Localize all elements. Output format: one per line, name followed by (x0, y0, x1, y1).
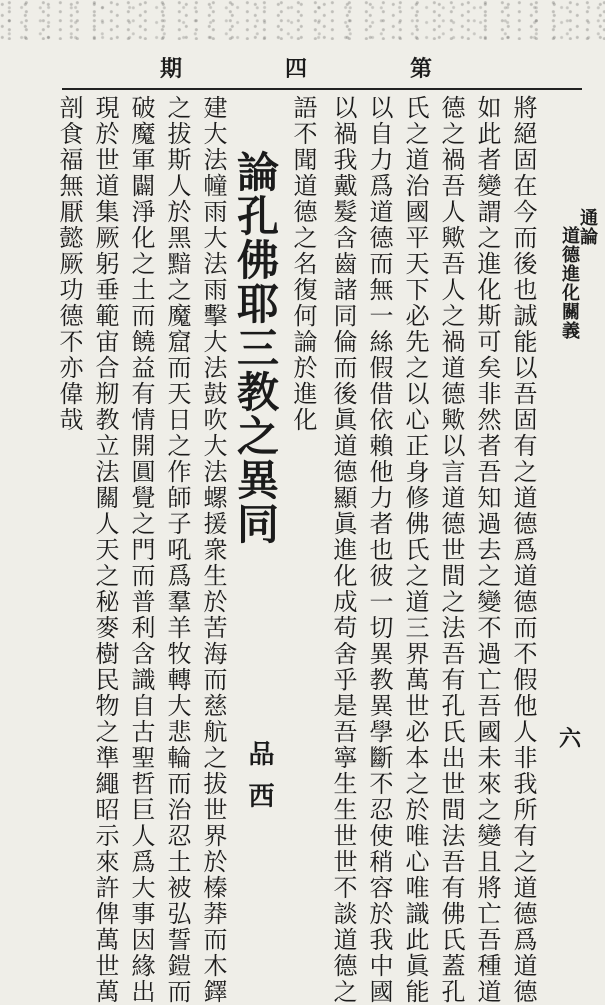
issue-char-1: 期 (160, 56, 183, 82)
body-column: 剖食福無厭懿厥功德不亦偉哉 (55, 95, 83, 433)
page-number: 六 (559, 726, 582, 752)
body-column: 破魔軍闢淨化之土而饒益有情開圓覺之門而普利含識自古聖哲巨人爲大事因緣出 (127, 95, 155, 1005)
article-author: 品西 (244, 740, 274, 824)
header-rule (62, 88, 582, 90)
running-section: 通論 (577, 208, 598, 246)
running-title: 道德進化關義 (559, 226, 580, 340)
running-header (560, 208, 596, 340)
body-column: 將絕固在今而後也誠能以吾固有之道德爲道德而不假他人非我所有之道德爲道德 (509, 95, 537, 1005)
body-column: 現於世道集厥躬垂範宙合剏教立法關人天之秘麥樹民物之準繩昭示來許俾萬世萬 (91, 95, 119, 1005)
body-column: 之拔斯人於黑黯之魔窟而天日之作師子吼爲羣羊牧轉大悲輪而治忍土被弘誓鎧而 (163, 95, 191, 1005)
issue-char-3: 第 (410, 56, 433, 82)
body-column: 以自力爲道德而無一絲假借依賴他力者也彼一切異教異學斷不忍使稍容於我中國 (365, 95, 393, 1005)
scan-noise (0, 0, 605, 40)
body-column: 如此者變謂之進化斯可矣非然者吾知過去之變不過亡吾國未來之變且將亡吾種道 (473, 95, 501, 1005)
body-column: 以禍我戴髮含齒諸同倫而後眞道德顯眞進化成苟舍乎是吾寧生生世世不談道德之 (329, 95, 357, 1005)
body-column: 建大法幢雨大法雨擊大法鼓吹大法螺援衆生於苦海而慈航之拔世界於榛莽而木鐸 (199, 95, 227, 1005)
issue-char-2: 四 (285, 56, 308, 82)
body-column: 氏之道治國平天下必先之以心正身修佛氏之道三界萬世必本之於唯心唯識此眞能 (401, 95, 429, 1005)
body-column: 語不聞道德之名復何論於進化 (289, 95, 317, 433)
article-title: 論孔佛耶三教之異同 (231, 150, 280, 546)
body-column: 德之禍吾人歟吾人之禍道德歟以言道德世間之法吾有孔氏出世間法吾有佛氏蓋孔 (437, 95, 465, 1005)
